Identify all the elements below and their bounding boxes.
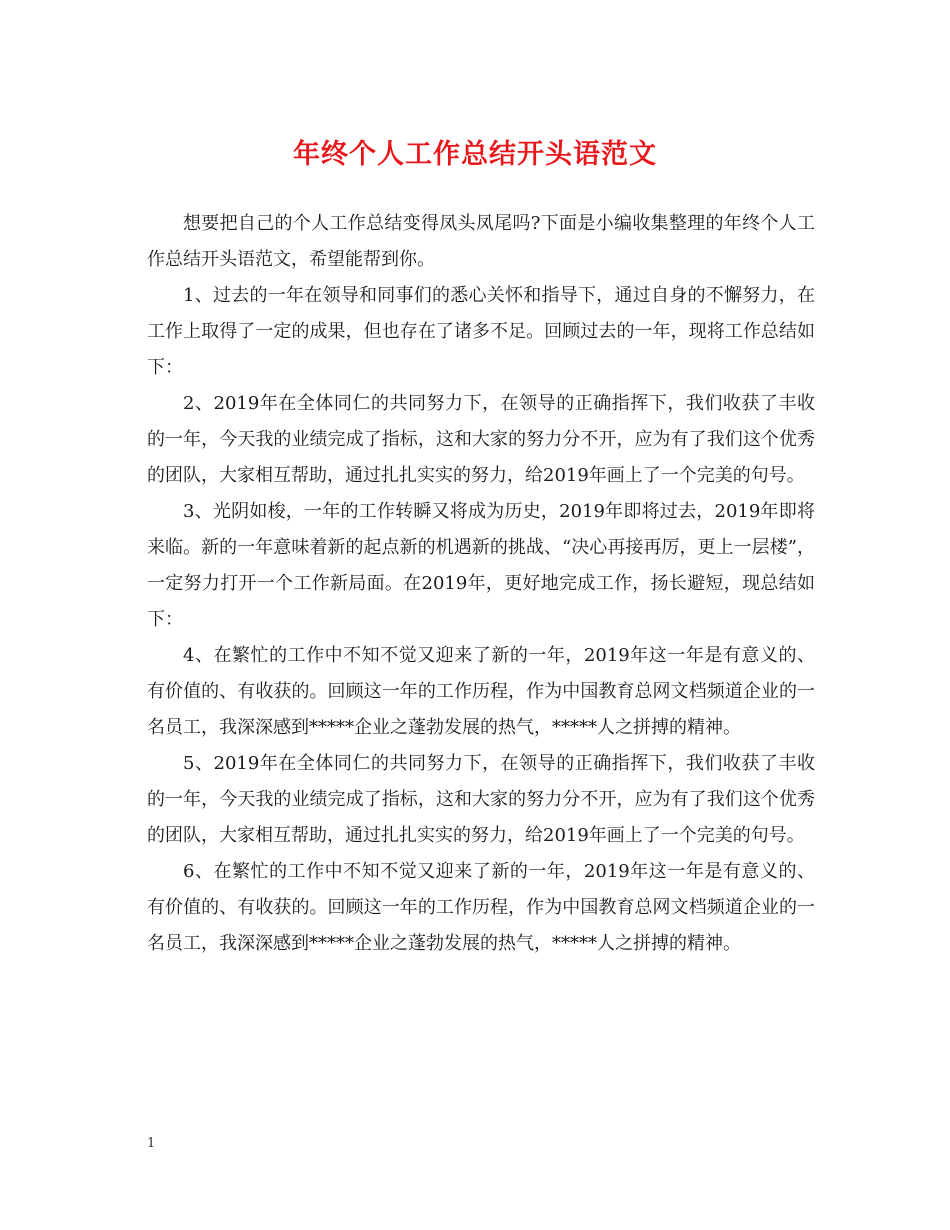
document-title: 年终个人工作总结开头语范文 xyxy=(293,139,657,170)
paragraph-3: 3、光阴如梭，一年的工作转瞬又将成为历史，2019年即将过去，2019年即将来临。新的一年意味着新的起点新的机遇新的挑战、“决心再接再厉，更上一层楼”，一定努力打开一个工作新局面。在2019年，更好地完成工作，扬长避短，现总结如下： xyxy=(147,501,815,630)
document-body xyxy=(147,206,815,962)
paragraph-4: 4、在繁忙的工作中不知不觉又迎来了新的一年，2019年这一年是有意义的、有价值的、有收获的。回顾这一年的工作历程，作为中国教育总网文档频道企业的一名员工，我深深感到*****企业之蓬勃发展的热气，*****人之拼搏的精神。 xyxy=(147,645,815,738)
paragraph-2: 2、2019年在全体同仁的共同努力下，在领导的正确指挥下，我们收获了丰收的一年，今天我的业绩完成了指标，这和大家的努力分不开，应为有了我们这个优秀的团队，大家相互帮助，通过扎扎实实的努力，给2019年画上了一个完美的句号。 xyxy=(147,393,815,486)
page-number: 1 xyxy=(147,1136,156,1151)
paragraph-6: 6、在繁忙的工作中不知不觉又迎来了新的一年，2019年这一年是有意义的、有价值的、有收获的。回顾这一年的工作历程，作为中国教育总网文档频道企业的一名员工，我深深感到*****企业之蓬勃发展的热气，*****人之拼搏的精神。 xyxy=(147,861,815,954)
intro-paragraph: 想要把自己的个人工作总结变得凤头凤尾吗?下面是小编收集整理的年终个人工作总结开头语范文，希望能帮到你。 xyxy=(147,213,815,270)
paragraph-5: 5、2019年在全体同仁的共同努力下，在领导的正确指挥下，我们收获了丰收的一年，今天我的业绩完成了指标，这和大家的努力分不开，应为有了我们这个优秀的团队，大家相互帮助，通过扎扎实实的努力，给2019年画上了一个完美的句号。 xyxy=(147,753,815,846)
paragraph-1: 1、过去的一年在领导和同事们的悉心关怀和指导下，通过自身的不懈努力，在工作上取得了一定的成果，但也存在了诸多不足。回顾过去的一年，现将工作总结如下： xyxy=(147,285,815,378)
